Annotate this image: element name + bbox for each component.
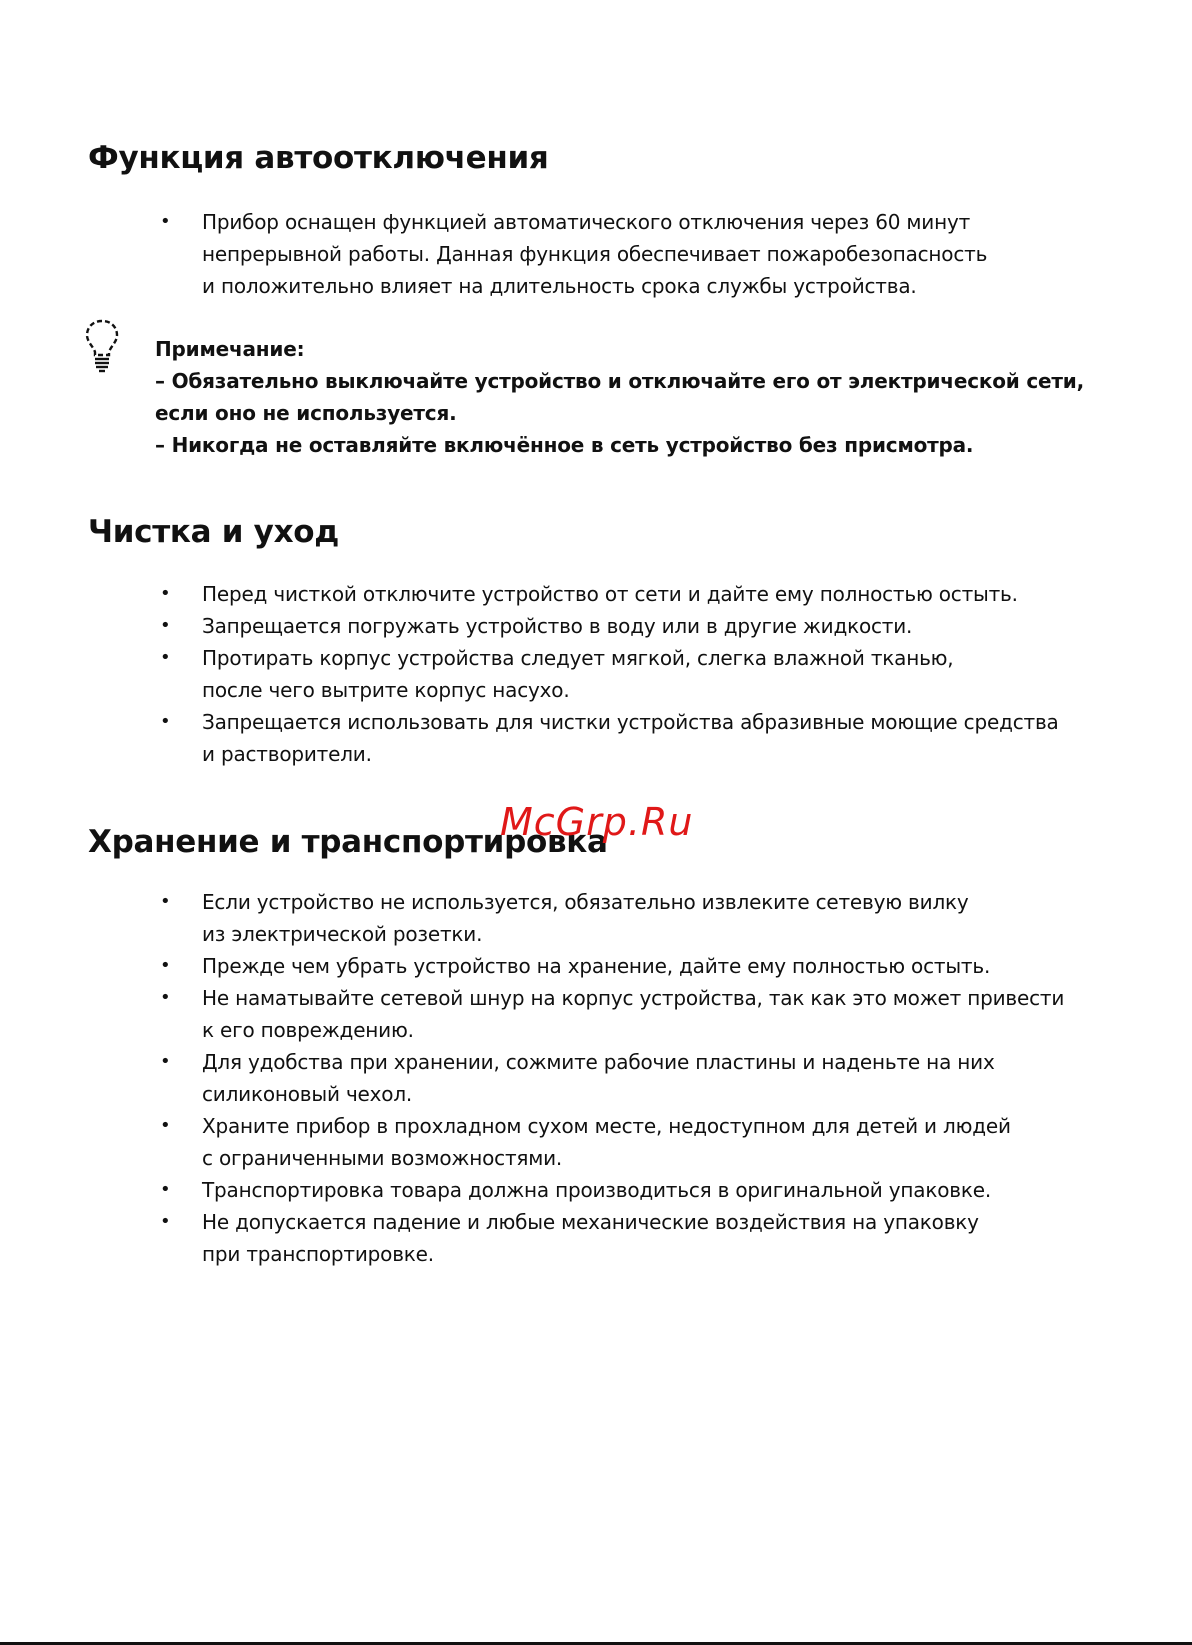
note-heading: Примечание: <box>155 337 305 361</box>
item-line: непрерывной работы. Данная функция обеспечивает пожаробезопасность <box>202 242 988 266</box>
item-line: силиконовый чехол. <box>202 1082 413 1106</box>
list-item <box>160 706 1100 770</box>
note-line: если оно не используется. <box>155 401 457 425</box>
list-item <box>160 1046 1100 1110</box>
section-title-auto-off: Функция автоотключения <box>88 140 549 176</box>
bullet-list-auto-off <box>160 206 1100 302</box>
bullet-icon: • <box>160 1179 171 1200</box>
item-line: при транспортировке. <box>202 1242 434 1266</box>
item-line: из электрической розетки. <box>202 922 483 946</box>
bullet-list-storage <box>160 886 1100 1270</box>
item-line: Не допускается падение и любые механические воздействия на упаковку <box>202 1210 979 1234</box>
lightbulb-icon <box>84 318 120 374</box>
list-item <box>160 1110 1100 1174</box>
item-line: Прибор оснащен функцией автоматического отключения через 60 минут <box>202 210 971 234</box>
item-line: Не наматывайте сетевой шнур на корпус устройства, так как это может привести <box>202 986 1065 1010</box>
bullet-icon: • <box>160 647 171 668</box>
item-line: Прежде чем убрать устройство на хранение, дайте ему полностью остыть. <box>202 954 991 978</box>
watermark-text: McGrp.Ru <box>500 800 694 844</box>
item-line: и растворители. <box>202 742 372 766</box>
bullet-icon: • <box>160 955 171 976</box>
bullet-icon: • <box>160 615 171 636</box>
item-line: после чего вытрите корпус насухо. <box>202 678 570 702</box>
list-item <box>160 950 1100 982</box>
bullet-icon: • <box>160 583 171 604</box>
list-item <box>160 610 1100 642</box>
list-item <box>160 886 1100 950</box>
bullet-list-cleaning <box>160 578 1100 770</box>
item-line: с ограниченными возможностями. <box>202 1146 563 1170</box>
item-line: Храните прибор в прохладном сухом месте, недоступном для детей и людей <box>202 1114 1011 1138</box>
item-line: Запрещается использовать для чистки устройства абразивные моющие средства <box>202 710 1059 734</box>
item-line: Если устройство не используется, обязательно извлеките сетевую вилку <box>202 890 969 914</box>
bullet-icon: • <box>160 211 171 232</box>
list-item <box>160 1174 1100 1206</box>
list-item <box>160 578 1100 610</box>
item-line: Протирать корпус устройства следует мягкой, слегка влажной тканью, <box>202 646 954 670</box>
note-block <box>155 333 1084 461</box>
item-line: Транспортировка товара должна производиться в оригинальной упаковке. <box>202 1178 991 1202</box>
item-line: и положительно влияет на длительность срока службы устройства. <box>202 274 917 298</box>
list-item <box>160 642 1100 706</box>
bullet-icon: • <box>160 891 171 912</box>
section-title-cleaning: Чистка и уход <box>88 514 340 550</box>
bullet-icon: • <box>160 1115 171 1136</box>
section-title-storage: Хранение и транспортировка <box>88 824 608 860</box>
bullet-icon: • <box>160 1211 171 1232</box>
bullet-icon: • <box>160 711 171 732</box>
item-line: Для удобства при хранении, сожмите рабочие пластины и наденьте на них <box>202 1050 995 1074</box>
list-item <box>160 1206 1100 1270</box>
note-line: – Никогда не оставляйте включённое в сеть устройство без присмотра. <box>155 433 974 457</box>
list-item <box>160 982 1100 1046</box>
bullet-icon: • <box>160 987 171 1008</box>
item-line: Перед чисткой отключите устройство от сети и дайте ему полностью остыть. <box>202 582 1018 606</box>
note-line: – Обязательно выключайте устройство и отключайте его от электрической сети, <box>155 369 1084 393</box>
list-item <box>160 206 1100 302</box>
item-line: к его повреждению. <box>202 1018 414 1042</box>
bullet-icon: • <box>160 1051 171 1072</box>
item-line: Запрещается погружать устройство в воду или в другие жидкости. <box>202 614 913 638</box>
